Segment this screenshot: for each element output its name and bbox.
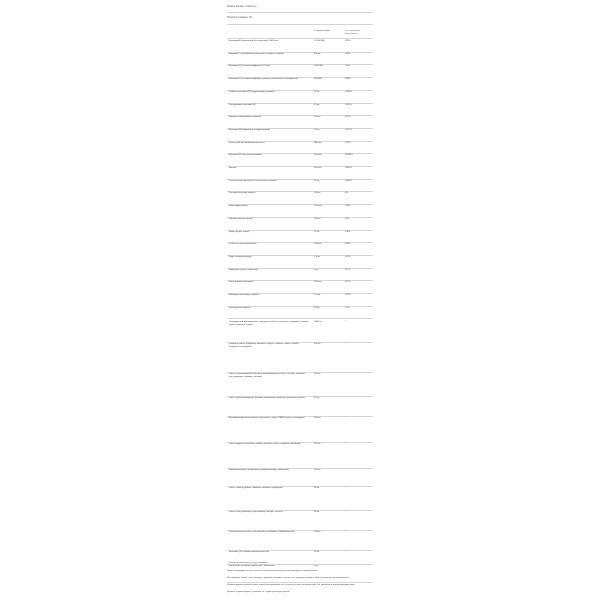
ingredient-name: Селен (L-селенометионин) xyxy=(229,243,257,246)
ingredient-name: Марганец (цитрат марганца) xyxy=(229,268,259,271)
ingredient-amount: 150 мкг xyxy=(314,205,322,208)
ingredient-amount: 15 мг xyxy=(314,230,320,233)
ingredient-daily-value: 217% xyxy=(345,268,351,271)
ingredient-name: Коэнзим Q10; альфа-липоевая кислота xyxy=(229,551,270,554)
ingredient-amount: 99 мг xyxy=(314,306,320,309)
ingredient-name: Фолат (400 мкг фолиевой кислоты) xyxy=(229,141,265,144)
ingredient-daily-value: 1000% xyxy=(345,179,352,182)
ingredient-name: Рибофлавин (витамин B2) xyxy=(229,103,256,106)
table-row xyxy=(227,373,373,397)
ingredient-amount: 100 мкг xyxy=(314,243,322,246)
ingredient-daily-value: 167% xyxy=(345,255,351,258)
ingredient-name: Кальций (кальция цитрат) xyxy=(229,192,256,195)
ingredient-amount: 25 мг xyxy=(314,103,320,106)
ingredient-name: Смесь грибов (рейши; шиитаке; майтаке; кордицепс) xyxy=(229,487,283,490)
table-row xyxy=(227,487,373,511)
ingredient-daily-value: * xyxy=(345,531,346,534)
table-row xyxy=(227,417,373,443)
footer-line: Рекомендуемое употребление: взрослым принимать по 2 капсулы в день во время еды. Не превышать рекомендуемую дозу. xyxy=(227,584,355,586)
ingredient-name: Витаминоподобные вещества (инозитол; холин; ПАБК; рутин; гесперидин) xyxy=(229,417,305,420)
table-row xyxy=(227,443,373,469)
ingredient-daily-value: 8% xyxy=(345,192,349,195)
ingredient-name: Специальный фитокомплекс (люцерна, листья; хлорелла; спирулина; ячмень, трава; пшеница, трава) xyxy=(229,321,309,327)
ingredient-name: Витамин B12 (метилкобаламин) xyxy=(229,154,262,157)
ingredient-daily-value: 1471% xyxy=(345,128,352,131)
ingredient-daily-value: 444% xyxy=(345,52,351,55)
ingredient-amount: 500 мкг xyxy=(314,154,322,157)
ingredient-amount: 250 мг xyxy=(314,443,321,446)
ingredient-name: Магний (магния цитрат) xyxy=(229,217,254,220)
table-row xyxy=(227,469,373,487)
ingredient-daily-value: * xyxy=(345,469,346,472)
ingredient-daily-value: 182% xyxy=(345,243,351,246)
table-row xyxy=(227,565,373,583)
ingredient-name: Витамин E (d-альфа-токоферил сукцинат, смешанные токоферолы) xyxy=(229,78,299,81)
ingredient-daily-value: * xyxy=(345,321,346,324)
ingredient-amount: 50 мг xyxy=(314,511,320,514)
ingredient-amount: 25 мг xyxy=(314,90,320,93)
ingredient-amount: 5 мг xyxy=(314,268,319,271)
column-header-percent: % от суточной потребности xyxy=(345,30,360,35)
ingredient-daily-value: <2% xyxy=(345,306,350,309)
ingredient-amount: 100 мг xyxy=(314,217,321,220)
ingredient-daily-value: 555% xyxy=(345,40,351,42)
ingredient-amount: 50 мг xyxy=(314,179,320,182)
ingredient-amount: 100 мг xyxy=(314,192,321,195)
ingredient-name: Смесь антиоксидантов (экстракт виноградных косточек; экстракт зелёного чая; куркумин; ликопин; лютеин) xyxy=(229,373,305,379)
ingredient-name: Биофлавоноиды (цитрусовые биофлавоноиды; кверцетин) xyxy=(229,469,289,472)
ingredient-name: Тиамин (витамин B1) (гидрохлорид тиамина) xyxy=(229,90,275,93)
ingredient-name: Витамин D3 (холекальциферол) (25 мкг) xyxy=(229,65,271,68)
ingredient-daily-value: * xyxy=(345,443,346,446)
ingredient-amount: 25 мг xyxy=(314,551,320,554)
ingredient-amount: 5 мг xyxy=(314,565,319,568)
column-header-amount: В одной порции xyxy=(314,30,331,32)
servings-per-container: Порций в упаковке: 60 xyxy=(227,16,252,19)
ingredient-amount: 100 мг xyxy=(314,373,321,376)
ingredient-daily-value: 125% xyxy=(345,65,351,68)
table-row xyxy=(227,343,373,373)
footer-line: Прочие ингредиенты: растительная целлюлоза (капсула), рисовая мука, стеарат магния. xyxy=(227,570,318,572)
table-row xyxy=(227,321,373,343)
ingredient-name: Витамин A (смешанный бета-каротин) (5000 мкг) xyxy=(229,40,279,42)
ingredient-amount: 400 мг xyxy=(314,52,321,55)
divider xyxy=(227,24,373,25)
ingredient-amount: 25 мг xyxy=(314,397,320,400)
ingredient-amount: 1,5 мг xyxy=(314,255,320,258)
ingredient-amount: 100 мг xyxy=(314,116,321,119)
ingredient-daily-value: 2083% xyxy=(345,90,352,93)
ingredient-name: Смесь трав (эхинацея; расторопша; имбирь; чеснок) xyxy=(229,511,283,514)
ingredient-daily-value: * xyxy=(345,511,346,514)
divider xyxy=(227,38,373,39)
ingredient-name: Овощная смесь (брокколи; морковь; капуста; шпинат; томат; свёкла; петрушка; сельдерей) xyxy=(229,343,299,349)
ingredient-daily-value: 571% xyxy=(345,281,351,284)
ingredient-daily-value: 893% xyxy=(345,78,351,81)
ingredient-amount: 200 мкг xyxy=(314,281,322,284)
table-row xyxy=(227,531,373,551)
ingredient-name: Смесь фруктов (черника; клюква; малина; гранат; ацерола; шиповник) xyxy=(229,443,301,446)
ingredient-name: Лютеин (из экстракта бархатцев); зеаксантин xyxy=(229,565,275,568)
ingredient-amount: 200 МЕ xyxy=(314,78,322,81)
ingredient-name: Хром (хрома пиколинат) xyxy=(229,281,254,284)
divider xyxy=(227,318,373,319)
ingredient-daily-value: * xyxy=(345,487,346,490)
footer-line: Хранить в прохладном, сухом месте, недоступном для детей. xyxy=(227,591,290,593)
ingredient-amount: 25 мг xyxy=(314,128,320,131)
ingredient-daily-value: 20833% xyxy=(345,154,354,157)
table-row xyxy=(227,511,373,531)
footer-line: Не содержит: сахар, соль, крахмал, дрожжи, пшеница, глютен, соя, кукуруза, молоко, яйца, моллюски или консерванты. xyxy=(227,577,350,579)
ingredient-amount: 1000 МЕ xyxy=(314,65,323,68)
ingredient-daily-value: 136% xyxy=(345,230,351,233)
ingredient-name: Пробиотическая смесь (Lactobacillus acidophilus; Bifidobacterium) xyxy=(229,531,295,534)
ingredient-daily-value: 24% xyxy=(345,217,350,220)
ingredient-amount: 100 мг xyxy=(314,469,321,472)
ingredient-daily-value: * xyxy=(345,343,346,346)
ingredient-amount: 680 мкг xyxy=(314,141,322,144)
ingredient-daily-value: 100% xyxy=(345,205,351,208)
ingredient-amount: 100 мг xyxy=(314,417,321,420)
ingredient-daily-value: * xyxy=(345,565,346,568)
ingredient-daily-value: 1000% xyxy=(345,167,352,169)
ingredient-name: Калий (калия цитрат) xyxy=(229,306,251,309)
ingredient-name: Биотин xyxy=(229,167,237,169)
ingredient-name: Ниацин (ниацинамид и ниацин) xyxy=(229,116,262,119)
divider xyxy=(227,12,373,13)
ingredient-daily-value: 1923% xyxy=(345,103,352,106)
ingredient-daily-value: * xyxy=(345,397,346,400)
ingredient-daily-value: * xyxy=(345,417,346,420)
ingredient-name: Смесь для пищеварения (папаин; бромелайн; амилаза; протеаза; липаза) xyxy=(229,397,305,400)
serving-size: Размер порции: 2 капсулы xyxy=(227,5,257,8)
ingredient-daily-value: * xyxy=(345,373,346,376)
ingredient-name: Йод (йодид калия) xyxy=(229,205,248,208)
ingredient-daily-value: 625% xyxy=(345,116,351,119)
ingredient-amount: 1460 мг xyxy=(314,321,322,324)
ingredient-name: Пантотеновая кислота (D-пантотенат кальция) xyxy=(229,179,277,182)
ingredient-daily-value: 170% xyxy=(345,141,351,144)
ingredient-amount: 100 мг xyxy=(314,531,321,534)
ingredient-daily-value: 167% xyxy=(345,294,351,296)
ingredient-amount: 10 000 МЕ xyxy=(314,40,325,42)
ingredient-name: Витамин C (аскорбиновая кислота и аскорбат натрия) xyxy=(229,52,284,55)
ingredient-name: Витамин B6 (пиридоксина гидрохлорид) xyxy=(229,128,270,131)
ingredient-daily-value: * xyxy=(345,551,346,554)
table-row xyxy=(227,397,373,417)
ingredient-amount: 75 мкг xyxy=(314,294,321,296)
ingredient-amount: 50 мг xyxy=(314,487,320,490)
ingredient-name: Цинк (цитрат цинка) xyxy=(229,230,250,233)
footnote-marker: * Суточная потребность не установлена. xyxy=(227,562,269,564)
ingredient-name: Молибден (молибдат натрия) xyxy=(229,294,259,296)
ingredient-name: Медь (глюконат меди) xyxy=(229,255,252,258)
ingredient-amount: 200 мг xyxy=(314,343,321,346)
ingredient-amount: 300 мкг xyxy=(314,167,322,169)
